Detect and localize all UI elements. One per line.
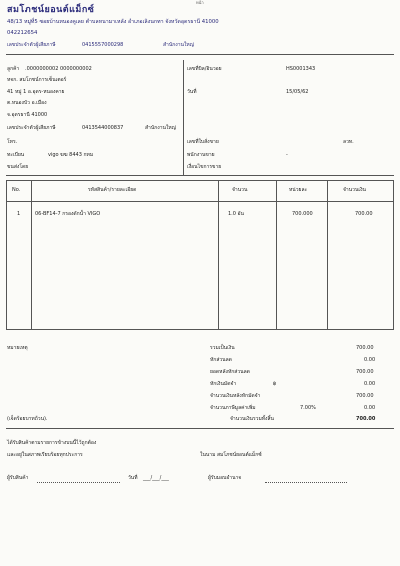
summary-label-vat: จำนวนภาษีมูลค่าเพิ่ม bbox=[210, 405, 256, 411]
order-no-label: เลขที่ใบสั่งขาย bbox=[187, 139, 219, 145]
receiver-sign-line bbox=[37, 482, 120, 483]
row-price: 700.000 bbox=[292, 211, 313, 217]
authorized-sign-line bbox=[265, 482, 347, 483]
header-divider bbox=[6, 54, 394, 55]
summary-label-deposit: หักเงินมัดจำ bbox=[210, 381, 237, 387]
vehicle-value: vigo ฆฆ 8443 กทม bbox=[48, 152, 94, 158]
customer-address-2: ต.หนองบัว อ.เมือง bbox=[7, 100, 47, 106]
receiver-label: ผู้รับสินค้า bbox=[7, 475, 29, 481]
receive-date-label: วันที่ bbox=[128, 475, 138, 481]
summary-bottom-divider bbox=[6, 428, 394, 429]
company-name: สมโภชน์ยอนต์แม็กซ์ bbox=[7, 5, 95, 15]
summary-label-discount: หักส่วนลด bbox=[210, 357, 232, 363]
company-branch: สำนักงานใหญ่ bbox=[163, 42, 194, 48]
items-header-line bbox=[6, 201, 394, 202]
customer-address-1: 41 หมู่ 1 อ.อุดร-หนองคาย bbox=[7, 89, 65, 95]
company-address: 48/13 หมู่ที่5 ซอยบ้านหนองคูเลย ตำบลหนามาเหลัง อำเภอเลิงนกทา จังหวัดอุดรธานี 41000 bbox=[7, 19, 219, 25]
transport-label: ขนส่งโดย bbox=[7, 164, 29, 170]
footer-note-1: ได้รับสินค้าตามรายการข้างบนนี้ไว้ถูกต้อง bbox=[7, 440, 97, 446]
doc-no: HS0001343 bbox=[286, 66, 316, 72]
info-bottom-divider bbox=[6, 175, 394, 176]
row-qty: 1.0 อัน bbox=[228, 211, 244, 217]
customer-tax-id: 0413544000837 bbox=[82, 125, 124, 131]
remark-label: หมายเหตุ bbox=[7, 345, 28, 351]
doc-date-label: วันที่ bbox=[187, 89, 197, 95]
summary-value-after-discount: 700.00 bbox=[356, 369, 374, 375]
customer-branch: สำนักงานใหญ่ bbox=[145, 125, 176, 131]
row-amount: 700.00 bbox=[355, 211, 373, 217]
col-header-amount: จำนวนเงิน bbox=[343, 187, 366, 193]
row-desc: 06-BF14-7 กรองดักน้ำ VIGO bbox=[35, 211, 101, 217]
doc-date: 15/05/62 bbox=[286, 89, 309, 95]
col-header-no: No. bbox=[12, 187, 21, 193]
col-header-qty: จำนวน bbox=[232, 187, 248, 193]
info-divider bbox=[183, 60, 184, 175]
col-sep-3 bbox=[276, 180, 277, 330]
amount-in-words: (เจ็ดร้อยบาทถ้วน). bbox=[7, 416, 48, 422]
terms-label: เงื่อนไขการขาย bbox=[187, 164, 222, 170]
summary-label-after-discount: ยอดหลังหักส่วนลด bbox=[210, 369, 250, 375]
credit-label: ลวท. bbox=[343, 139, 354, 145]
summary-value-total: 700.00 bbox=[356, 416, 376, 422]
authorized-label: ผู้รับมอบอำนาจ bbox=[208, 475, 242, 481]
col-header-desc: รหัสสินค้า/รายละเอียด bbox=[88, 187, 137, 193]
doc-no-label: เลขที่บิล/อินวอย bbox=[187, 66, 222, 72]
summary-label-subtotal: รวมเป็นเงิน bbox=[210, 345, 235, 351]
summary-label-after-deposit: จำนวนเงินหลังหักมัดจำ bbox=[210, 393, 261, 399]
summary-label-total: จำนวนเงินรวมทั้งสิ้น bbox=[230, 416, 274, 422]
summary-value-deposit: 0.00 bbox=[364, 381, 376, 387]
row-no: 1 bbox=[17, 211, 21, 217]
staff-value: - bbox=[286, 152, 288, 158]
vehicle-label: ทะเบียน bbox=[7, 152, 25, 158]
col-header-price: หน่วยละ bbox=[289, 187, 308, 193]
items-table bbox=[6, 180, 394, 330]
footer-note-2: และอยู่ในสภาพเรียบร้อยทุกประการ bbox=[7, 452, 83, 458]
summary-deposit-currency: ฿ bbox=[273, 381, 277, 387]
company-tax-id: 0415557000298 bbox=[82, 42, 124, 48]
col-sep-4 bbox=[327, 180, 328, 330]
summary-value-discount: 0.00 bbox=[364, 357, 376, 363]
receive-date-blank: ___/___/___ bbox=[143, 475, 169, 481]
company-sign-label: ในนาม สมโภชน์ยอนต์แม็กซ์ bbox=[200, 452, 262, 458]
summary-value-subtotal: 700.00 bbox=[356, 345, 374, 351]
summary-value-vat: 0.00 bbox=[364, 405, 376, 411]
customer-tax-label: เลขประจำตัวผู้เสียภาษี bbox=[7, 125, 56, 131]
customer-code-label: ลูกค้า bbox=[7, 66, 20, 72]
customer-code: .0000000002 0000000002 bbox=[25, 66, 92, 72]
col-sep-2 bbox=[218, 180, 219, 330]
customer-name: หจก. สมโภชน์การเซ็นเตอร์ bbox=[7, 77, 67, 83]
company-phone: 042212654 bbox=[7, 30, 38, 36]
summary-vat-rate: 7.00% bbox=[300, 405, 316, 411]
page-mark: หน้า bbox=[196, 0, 204, 5]
col-sep-1 bbox=[31, 180, 32, 330]
staff-label: พนักงานขาย bbox=[187, 152, 215, 158]
customer-phone-label: โทร. bbox=[7, 139, 18, 145]
summary-value-after-deposit: 700.00 bbox=[356, 393, 374, 399]
customer-address-3: จ.อุดรธานี 41000 bbox=[7, 112, 48, 118]
company-tax-label: เลขประจำตัวผู้เสียภาษี bbox=[7, 42, 56, 48]
